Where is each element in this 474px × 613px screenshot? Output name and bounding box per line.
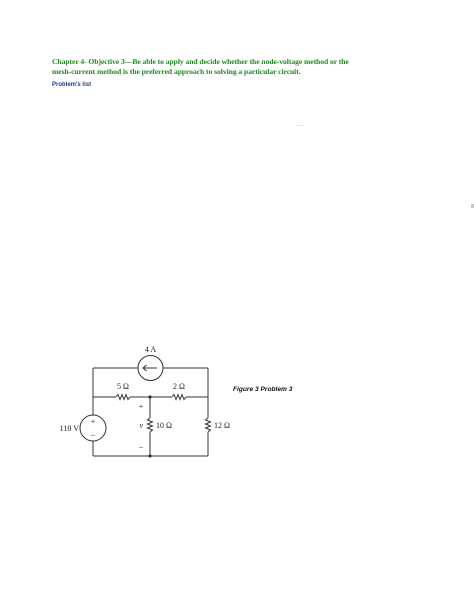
node-voltage-minus: – — [139, 442, 143, 451]
resistor-2-ohm — [172, 395, 186, 400]
resistor-5-ohm — [116, 395, 130, 400]
junction-node-top — [148, 395, 151, 398]
junction-node-bottom — [148, 454, 151, 457]
r2-label: 2 Ω — [173, 382, 185, 391]
r1-label: 5 Ω — [117, 382, 129, 391]
node-voltage-label: v — [139, 421, 143, 430]
figure-caption: Figure 3 Problem 3 — [233, 386, 293, 393]
resistor-12-ohm — [206, 418, 211, 432]
r3-label: 10 Ω — [156, 421, 172, 430]
heading-line-2: mesh-current method is the preferred approach to solving a particular circuit. — [52, 66, 301, 76]
voltage-source-label: 110 V — [59, 424, 79, 433]
heading-line-1: Chapter 4- Objective 3—Be able to apply and decide whether the node-voltage method or the — [52, 57, 349, 66]
current-source-label: 4 A — [144, 345, 157, 354]
source-plus-sign: + — [90, 417, 96, 426]
resistor-10-ohm — [148, 418, 153, 432]
r4-label: 12 Ω — [214, 421, 230, 430]
node-voltage-plus: + — [138, 402, 144, 411]
problems-list-label: Problem's list — [52, 82, 92, 88]
source-minus-sign: – — [91, 430, 95, 439]
